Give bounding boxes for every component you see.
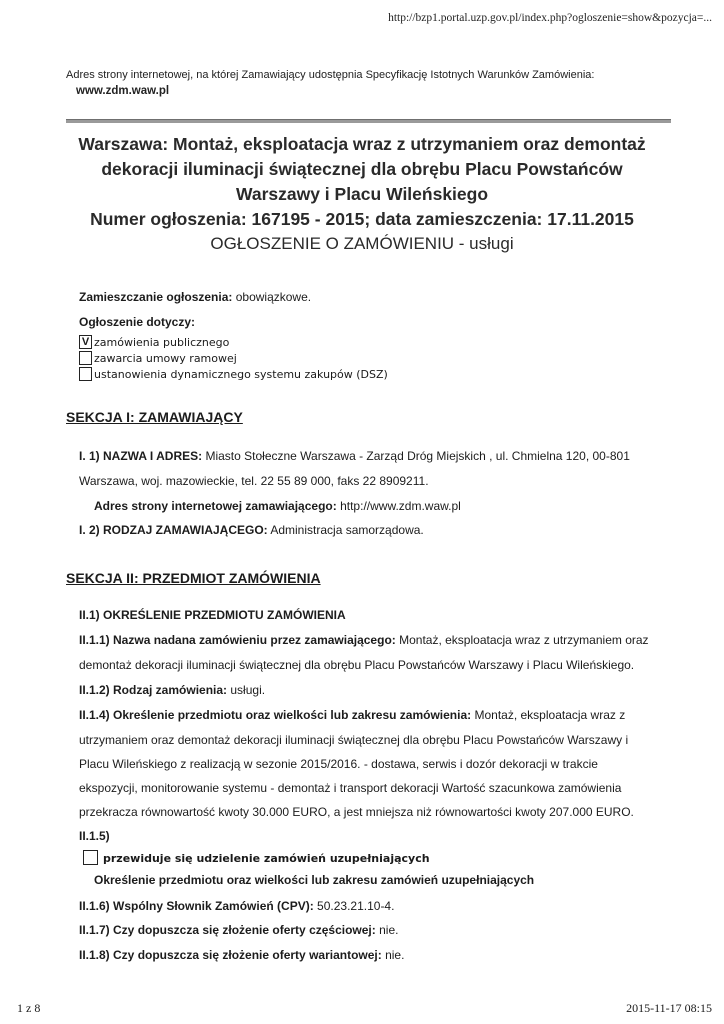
page-title-line-1: Warszawa: Montaż, eksploatacja wraz z utrzymaniem oraz demontaż — [78, 134, 646, 154]
cpv-value: 50.23.21.10-4. — [317, 899, 395, 913]
contracting-name-label: I. 1) NAZWA I ADRES: — [79, 449, 203, 463]
contracting-www-link[interactable]: http://www.zdm.waw.pl — [340, 499, 461, 513]
section-2-subheading: II.1) OKREŚLENIE PRZEDMIOTU ZAMÓWIENIA — [79, 608, 346, 622]
header-divider — [66, 119, 671, 123]
page-title-line-2: dekoracji iluminacji świątecznej dla obrębu Placu Powstańców — [101, 159, 623, 179]
placement-row — [79, 290, 311, 304]
contracting-name-value: Miasto Stołeczne Warszawa - Zarząd Dróg Miejskich , ul. Chmielna 120, 00-801 — [205, 449, 630, 463]
order-description-value: Montaż, eksploatacja wraz z — [474, 708, 626, 722]
checkbox-dsz[interactable] — [79, 367, 92, 381]
supplementary-description-label: Określenie przedmiotu oraz wielkości lub zakresu zamówień uzupełniających — [94, 873, 535, 887]
variant-offer-label: II.1.8) Czy dopuszcza się złożenie oferty wariantowej: — [79, 948, 382, 962]
announcement-number: Numer ogłoszenia: 167195 - 2015; data zamieszczenia: 17.11.2015 — [90, 209, 634, 229]
contracting-name-row — [79, 449, 630, 463]
contracting-type-row — [79, 523, 424, 537]
order-kind-label: II.1.2) Rodzaj zamówienia: — [79, 683, 228, 697]
placement-label: Zamieszczanie ogłoszenia: — [79, 290, 233, 304]
order-name-value: Montaż, eksploatacja wraz z utrzymaniem oraz — [399, 633, 649, 647]
contracting-www-label: Adres strony internetowej zamawiającego: — [94, 499, 337, 513]
variant-offer-value: nie. — [385, 948, 405, 962]
contracting-address-line: Warszawa, woj. mazowieckie, tel. 22 55 89 000, faks 22 8909211. — [79, 474, 429, 488]
item-115-label: II.1.5) — [79, 829, 110, 843]
order-description-label: II.1.4) Określenie przedmiotu oraz wielkości lub zakresu zamówienia: — [79, 708, 472, 722]
checkbox-public-contract[interactable]: V — [79, 335, 92, 349]
order-description-line: ekspozycji, monitorowanie systemu - demontaż i transport dekoracji Wartość szacunkowa zamówienia — [79, 781, 622, 795]
partial-offer-value: nie. — [379, 923, 399, 937]
variant-offer-row — [79, 948, 404, 962]
order-description-line: Placu Wileńskiego z realizacją w sezonie 2015/2016. - dostawa, serwis i dozór dekoracji w trakcie — [79, 757, 598, 771]
contracting-type-value: Administracja samorządowa. — [270, 523, 424, 537]
section-1-heading: SEKCJA I: ZAMAWIAJĄCY — [66, 409, 243, 425]
cpv-row — [79, 899, 394, 913]
placement-value: obowiązkowe. — [235, 290, 312, 304]
checkbox-framework-agreement-label: zawarcia umowy ramowej — [94, 352, 237, 365]
order-name-row — [79, 633, 649, 647]
order-description-line: utrzymaniem oraz demontaż dekoracji iluminacji świątecznej dla obrębu Placu Powstańców Warszawy i — [79, 733, 629, 747]
siwz-info-text: Adres strony internetowej, na której Zamawiający udostępnia Specyfikację Istotnych Warunków Zamówienia: — [66, 69, 595, 81]
source-url: http://bzp1.portal.uzp.gov.pl/index.php?ogloszenie=show&pozycja=... — [388, 12, 712, 24]
announcement-type: OGŁOSZENIE O ZAMÓWIENIU - usługi — [210, 234, 514, 253]
print-timestamp: 2015-11-17 08:15 — [626, 1001, 712, 1015]
contracting-type-label: I. 2) RODZAJ ZAMAWIAJĄCEGO: — [79, 523, 268, 537]
page-number: 1 z 8 — [17, 1001, 41, 1015]
order-description-row — [79, 708, 625, 722]
checkbox-framework-agreement[interactable] — [79, 351, 92, 365]
order-description-line: przekracza równowartość kwoty 30.000 EURO, a jest mniejsza niż równowartości kwoty 207.000 EURO. — [79, 805, 634, 819]
page-title-line-3: Warszawy i Placu Wileńskiego — [235, 184, 489, 204]
checkbox-supplementary-label: przewiduje się udzielenie zamówień uzupełniających — [103, 852, 430, 865]
partial-offer-row — [79, 923, 398, 937]
section-2-heading: SEKCJA II: PRZEDMIOT ZAMÓWIENIA — [66, 570, 321, 586]
order-name-line-2: demontaż dekoracji iluminacji świątecznej dla obrębu Placu Powstańców Warszawy i Placu Wileńskiego. — [79, 658, 635, 672]
order-kind-value: usługi. — [230, 683, 266, 697]
concerns-label: Ogłoszenie dotyczy: — [79, 315, 196, 329]
order-kind-row — [79, 683, 265, 697]
cpv-label: II.1.6) Wspólny Słownik Zamówień (CPV): — [79, 899, 314, 913]
order-name-label: II.1.1) Nazwa nadana zamówieniu przez zamawiającego: — [79, 633, 396, 647]
contracting-www-row — [94, 499, 461, 513]
partial-offer-label: II.1.7) Czy dopuszcza się złożenie oferty częściowej: — [79, 923, 376, 937]
checkbox-supplementary[interactable] — [83, 850, 98, 865]
siwz-url[interactable]: www.zdm.waw.pl — [76, 85, 170, 97]
checkbox-dsz-label: ustanowienia dynamicznego systemu zakupów (DSZ) — [94, 368, 388, 381]
checkbox-public-contract-label: zamówienia publicznego — [94, 336, 230, 349]
